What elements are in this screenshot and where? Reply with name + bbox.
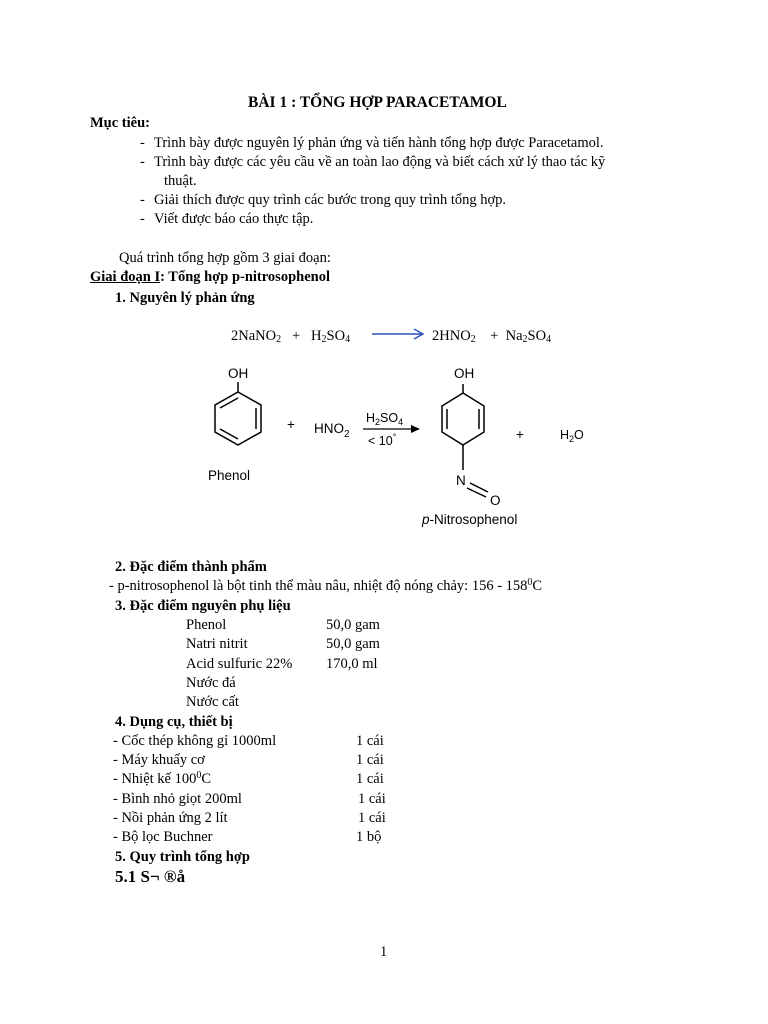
- list-item-continuation: thuật.: [164, 173, 197, 189]
- objectives-heading: Mục tiêu:: [90, 115, 150, 131]
- material-qty: 50,0 gam: [326, 636, 380, 652]
- oxygen-label: O: [490, 493, 501, 508]
- equipment-name: - Cốc thép không gỉ 1000ml: [113, 733, 277, 749]
- scheme-plus-2: +: [516, 427, 524, 442]
- nitrogen-label: N: [456, 473, 466, 488]
- material-name: Natri nitrit: [186, 636, 248, 652]
- equipment-qty: 1 cái: [356, 752, 384, 768]
- condition-top: $H_2SO_4$: [366, 411, 404, 427]
- intro-text: Quá trình tổng hợp gồm 3 giai đoạn:: [119, 250, 331, 266]
- equipment-qty: 1 cái: [358, 810, 386, 826]
- equipment-name: - Nhiệt kế $100^0C$: [113, 770, 212, 787]
- material-name: Phenol: [186, 617, 227, 633]
- equipment-qty: 1 cái: [356, 771, 384, 787]
- equipment-name: - Bình nhỏ giọt 200ml: [113, 791, 242, 807]
- reaction-equation-1-products: $2HNO_2$ + $Na_2SO_4$: [432, 328, 552, 345]
- phenol-label: Phenol: [208, 468, 251, 483]
- equipment-name: - Bộ lọc Buchner: [113, 829, 213, 845]
- phenol-structure: [215, 382, 261, 445]
- reaction-scheme: [190, 362, 610, 532]
- material-qty: 50,0 gam: [326, 617, 380, 633]
- equipment-qty: 1 cái: [356, 733, 384, 749]
- product-oh-label: OH: [454, 366, 475, 381]
- condition-bottom: < 10°: [368, 432, 397, 448]
- scheme-plus: +: [287, 417, 295, 432]
- list-item: - Giải thích được quy trình các bước trong quy trình tổng hợp.: [140, 192, 507, 208]
- equipment-qty: 1 bộ: [356, 829, 382, 845]
- reaction-equation-1: 2NaNO$_2$ + $H_2SO_4$: [231, 328, 351, 345]
- product-description: - p-nitrosophenol là bột tinh thể màu nâu, nhiệt độ nóng chảy: $156 - 158^0C$: [109, 577, 543, 594]
- material-name: Acid sulfuric 22%: [186, 656, 293, 672]
- equipment-name: - Nồi phản ứng 2 lít: [113, 810, 228, 826]
- material-qty: 170,0 ml: [326, 656, 378, 672]
- material-name: Nước cất: [186, 694, 239, 710]
- water-label: $H_2O$: [560, 428, 584, 444]
- equipment-qty: 1 cái: [358, 791, 386, 807]
- list-item: - Trình bày được các yêu cầu về an toàn lao động và biết cách xử lý thao tác kỹ: [140, 154, 606, 170]
- section-heading-materials: 3. Đặc điểm nguyên phụ liệu: [115, 598, 291, 614]
- phenol-oh-label: OH: [228, 366, 249, 381]
- section-heading-procedure: 5. Quy trình tổng hợp: [115, 849, 250, 865]
- list-item: - Trình bày được nguyên lý phản ứng và tiến hành tổng hợp được Paracetamol.: [140, 135, 604, 151]
- scheme-arrowhead-icon: [411, 425, 420, 433]
- product-label: p-Nitrosophenol: [422, 512, 518, 527]
- equipment-name: - Máy khuấy cơ: [113, 752, 205, 768]
- material-name: Nước đá: [186, 675, 236, 691]
- stage-heading: Giai đoạn I: Tổng hợp p-nitrosophenol: [90, 269, 330, 285]
- subsection-heading-diagram: 5.1 S¬ ®å: [115, 867, 186, 886]
- list-item: - Viết được báo cáo thực tập.: [140, 211, 314, 227]
- reaction-arrow-icon: [370, 327, 426, 341]
- section-heading-principle: 1. Nguyên lý phản ứng: [115, 290, 255, 306]
- section-heading-product: 2. Đặc điểm thành phẩm: [115, 559, 267, 575]
- section-heading-equipment: 4. Dụng cụ, thiết bị: [115, 714, 233, 730]
- document-title: BÀI 1 : TỔNG HỢP PARACETAMOL: [248, 94, 507, 111]
- nitrous-acid-label: $HNO_2$: [314, 421, 350, 440]
- page-number: 1: [380, 944, 388, 960]
